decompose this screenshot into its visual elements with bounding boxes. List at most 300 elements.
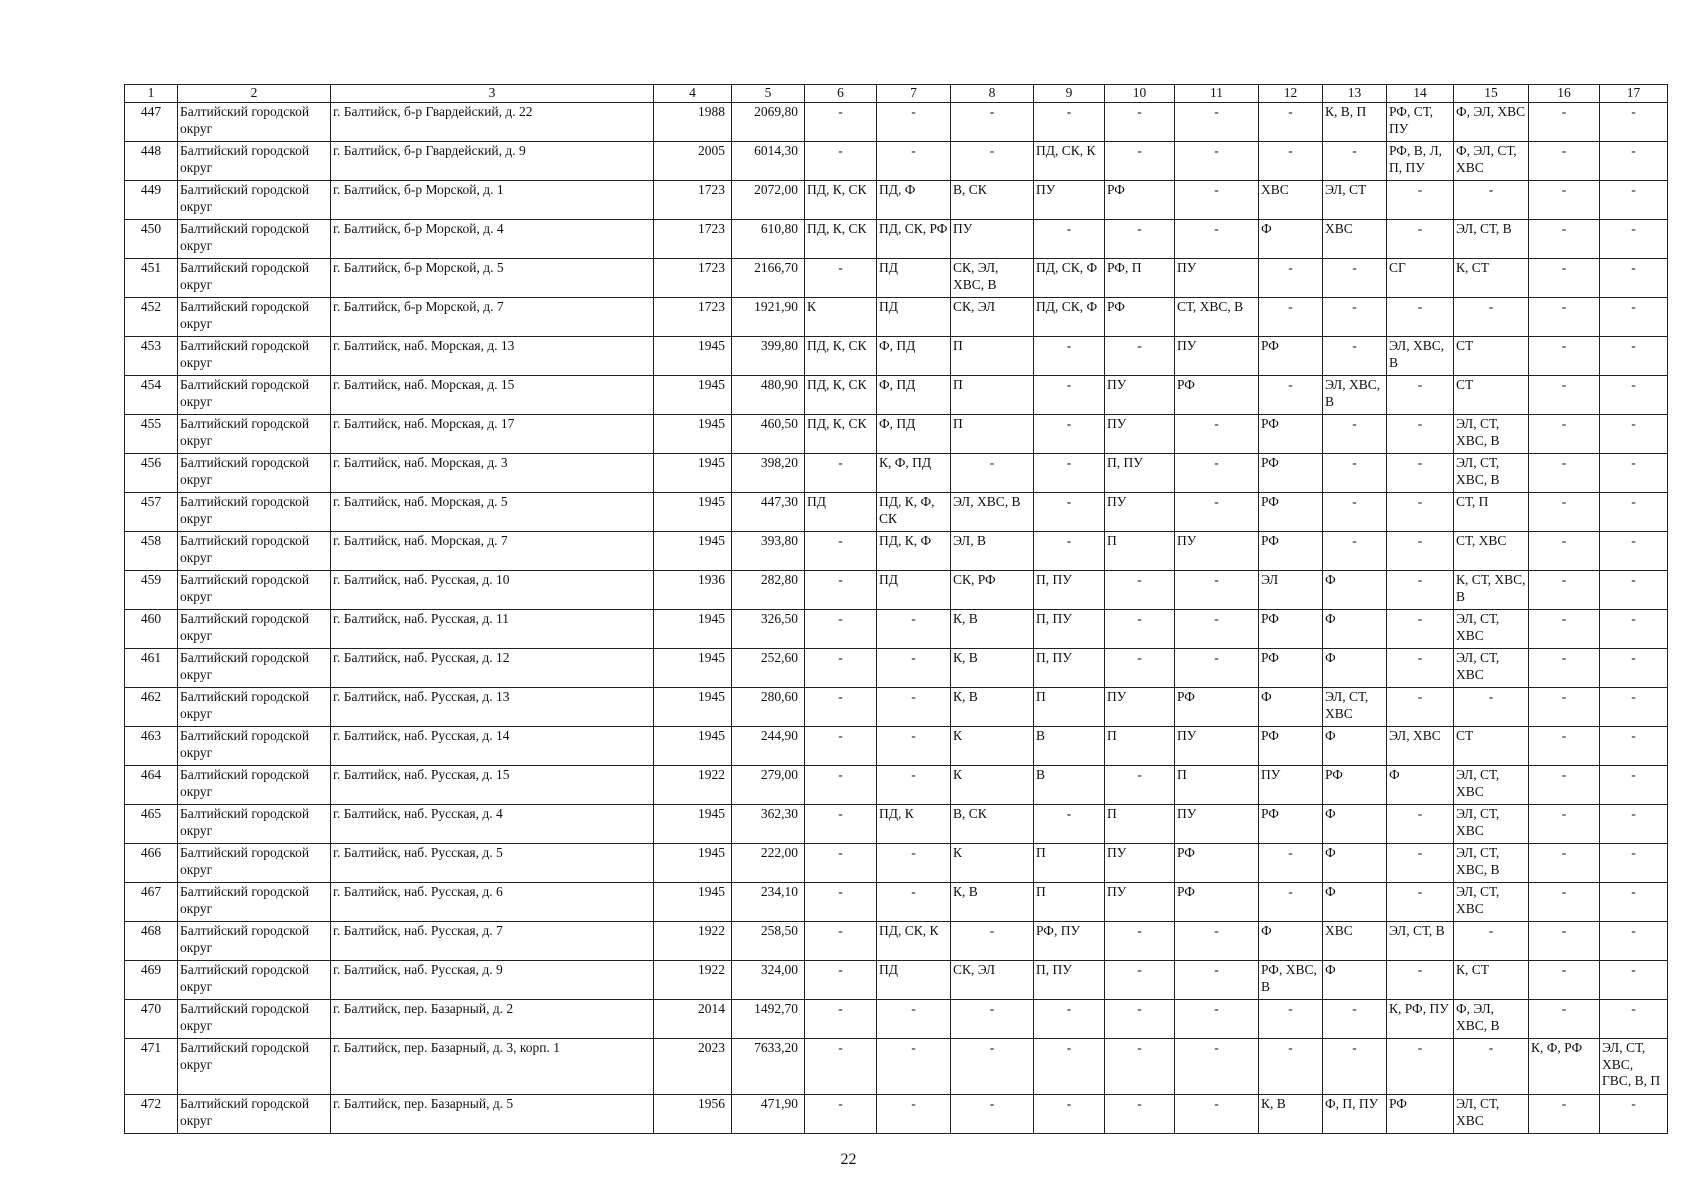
table-cell: г. Балтийск, наб. Русская, д. 10: [331, 571, 654, 610]
table-cell: 1723: [654, 220, 732, 259]
table-cell: П: [951, 415, 1034, 454]
table-cell: П: [1105, 727, 1175, 766]
table-cell: 324,00: [732, 961, 805, 1000]
table-cell: СК, ЭЛ, ХВС, В: [951, 259, 1034, 298]
table-cell: -: [1105, 1000, 1175, 1039]
table-cell: 1945: [654, 493, 732, 532]
table-cell: П: [1105, 805, 1175, 844]
table-cell: -: [1600, 337, 1668, 376]
table-cell: 2069,80: [732, 103, 805, 142]
table-row: [125, 766, 1668, 805]
table-cell: 1723: [654, 259, 732, 298]
column-header-6: 6: [805, 85, 877, 103]
row-number-cell: 462: [125, 688, 178, 727]
table-cell: -: [1600, 805, 1668, 844]
table-cell: РФ: [1175, 376, 1259, 415]
table-cell: г. Балтийск, пер. Базарный, д. 5: [331, 1095, 654, 1134]
table-cell: ЭЛ, ХВС, В: [1323, 376, 1387, 415]
table-cell: -: [1387, 181, 1454, 220]
table-cell: -: [1600, 688, 1668, 727]
table-cell: -: [805, 103, 877, 142]
table-cell: -: [1387, 649, 1454, 688]
table-cell: ПД, К, СК: [805, 415, 877, 454]
table-cell: -: [1175, 415, 1259, 454]
table-cell: ПД, СК, Ф: [1034, 259, 1105, 298]
table-cell: РФ: [1175, 844, 1259, 883]
table-row: [125, 220, 1668, 259]
table-cell: г. Балтийск, б-р Морской, д. 1: [331, 181, 654, 220]
table-row: [125, 103, 1668, 142]
table-cell: г. Балтийск, б-р Гвардейский, д. 22: [331, 103, 654, 142]
table-cell: -: [1175, 922, 1259, 961]
table-cell: К, Ф, РФ: [1529, 1039, 1600, 1095]
table-cell: -: [805, 454, 877, 493]
table-cell: 1945: [654, 376, 732, 415]
table-cell: -: [1323, 454, 1387, 493]
column-header-3: 3: [331, 85, 654, 103]
table-cell: СТ: [1454, 727, 1529, 766]
table-cell: ПУ: [1105, 493, 1175, 532]
table-cell: СК, ЭЛ: [951, 961, 1034, 1000]
table-cell: -: [1600, 727, 1668, 766]
table-cell: 2014: [654, 1000, 732, 1039]
table-cell: ПУ: [1175, 805, 1259, 844]
table-cell: Балтийский городской округ: [178, 649, 331, 688]
table-cell: -: [1175, 142, 1259, 181]
table-cell: г. Балтийск, б-р Морской, д. 4: [331, 220, 654, 259]
table-cell: 1956: [654, 1095, 732, 1134]
table-cell: ПД: [877, 298, 951, 337]
table-cell: СК, РФ: [951, 571, 1034, 610]
table-row: [125, 571, 1668, 610]
table-cell: ЭЛ, ХВС, В: [1387, 337, 1454, 376]
table-cell: -: [877, 1039, 951, 1095]
column-header-16: 16: [1529, 85, 1600, 103]
table-cell: ПУ: [1105, 376, 1175, 415]
table-cell: г. Балтийск, наб. Русская, д. 15: [331, 766, 654, 805]
column-header-12: 12: [1259, 85, 1323, 103]
table-cell: РФ, ПУ: [1034, 922, 1105, 961]
table-cell: СТ, ХВС: [1454, 532, 1529, 571]
table-cell: ПД, К, СК: [805, 337, 877, 376]
table-cell: -: [1387, 688, 1454, 727]
table-cell: -: [1175, 493, 1259, 532]
table-cell: РФ: [1387, 1095, 1454, 1134]
table-cell: -: [1600, 766, 1668, 805]
table-row: [125, 532, 1668, 571]
table-cell: Балтийский городской округ: [178, 298, 331, 337]
table-cell: -: [877, 1095, 951, 1134]
table-cell: 7633,20: [732, 1039, 805, 1095]
table-cell: г. Балтийск, наб. Морская, д. 17: [331, 415, 654, 454]
table-cell: Балтийский городской округ: [178, 337, 331, 376]
table-cell: К, В: [951, 688, 1034, 727]
table-cell: -: [805, 649, 877, 688]
table-cell: Балтийский городской округ: [178, 1095, 331, 1134]
table-cell: -: [877, 610, 951, 649]
table-cell: ЭЛ, СТ, ХВС, В: [1454, 415, 1529, 454]
row-number-cell: 471: [125, 1039, 178, 1095]
table-cell: г. Балтийск, наб. Русская, д. 5: [331, 844, 654, 883]
table-cell: П, ПУ: [1034, 961, 1105, 1000]
table-row: [125, 415, 1668, 454]
table-cell: -: [1387, 376, 1454, 415]
table-cell: -: [805, 532, 877, 571]
table-cell: -: [1387, 493, 1454, 532]
table-cell: -: [951, 103, 1034, 142]
table-cell: РФ: [1259, 454, 1323, 493]
table-cell: -: [805, 1000, 877, 1039]
table-cell: ЭЛ, СТ, ХВС: [1323, 688, 1387, 727]
table-cell: -: [1529, 883, 1600, 922]
row-number-cell: 472: [125, 1095, 178, 1134]
table-cell: -: [1529, 961, 1600, 1000]
table-cell: -: [1600, 454, 1668, 493]
table-cell: -: [1323, 493, 1387, 532]
table-cell: -: [1387, 454, 1454, 493]
table-cell: -: [1454, 298, 1529, 337]
table-cell: РФ: [1259, 493, 1323, 532]
table-cell: 1945: [654, 688, 732, 727]
table-cell: -: [1529, 376, 1600, 415]
row-number-cell: 465: [125, 805, 178, 844]
table-cell: -: [1034, 376, 1105, 415]
table-cell: -: [805, 844, 877, 883]
table-cell: К, В: [951, 883, 1034, 922]
table-cell: 1945: [654, 610, 732, 649]
table-cell: ПУ: [1105, 688, 1175, 727]
table-cell: Ф: [1259, 220, 1323, 259]
table-cell: -: [1034, 337, 1105, 376]
table-cell: -: [1105, 610, 1175, 649]
table-cell: ПД, К: [877, 805, 951, 844]
table-cell: РФ: [1323, 766, 1387, 805]
table-cell: -: [1105, 1039, 1175, 1095]
table-cell: -: [1323, 259, 1387, 298]
table-cell: 252,60: [732, 649, 805, 688]
table-cell: -: [1105, 571, 1175, 610]
table-cell: ПД, СК, К: [877, 922, 951, 961]
row-number-cell: 449: [125, 181, 178, 220]
table-cell: г. Балтийск, наб. Морская, д. 3: [331, 454, 654, 493]
column-header-15: 15: [1454, 85, 1529, 103]
table-cell: -: [1529, 1000, 1600, 1039]
table-cell: ПД, К, Ф, СК: [877, 493, 951, 532]
table-cell: 471,90: [732, 1095, 805, 1134]
table-cell: -: [1175, 571, 1259, 610]
table-cell: -: [1387, 571, 1454, 610]
table-cell: г. Балтийск, б-р Гвардейский, д. 9: [331, 142, 654, 181]
table-cell: К, В: [951, 649, 1034, 688]
table-cell: К, В, П: [1323, 103, 1387, 142]
table-cell: -: [805, 805, 877, 844]
table-cell: Балтийский городской округ: [178, 805, 331, 844]
table-cell: Балтийский городской округ: [178, 532, 331, 571]
table-cell: г. Балтийск, наб. Русская, д. 7: [331, 922, 654, 961]
table-cell: ПУ: [1175, 259, 1259, 298]
table-cell: -: [805, 883, 877, 922]
page-number: 22: [840, 1151, 857, 1168]
table-cell: 282,80: [732, 571, 805, 610]
table-cell: -: [1175, 454, 1259, 493]
table-cell: П: [951, 376, 1034, 415]
table-cell: -: [1175, 610, 1259, 649]
table-cell: -: [1454, 922, 1529, 961]
table-cell: -: [1529, 493, 1600, 532]
table-cell: -: [1600, 181, 1668, 220]
table-cell: -: [1600, 922, 1668, 961]
table-cell: ЭЛ: [1259, 571, 1323, 610]
table-cell: 393,80: [732, 532, 805, 571]
table-cell: -: [1323, 1000, 1387, 1039]
table-cell: СТ: [1454, 337, 1529, 376]
table-cell: К: [951, 844, 1034, 883]
table-cell: Балтийский городской округ: [178, 220, 331, 259]
table-cell: ПД: [805, 493, 877, 532]
table-cell: 1945: [654, 883, 732, 922]
table-cell: Ф, ПД: [877, 376, 951, 415]
table-cell: 6014,30: [732, 142, 805, 181]
table-cell: -: [1529, 922, 1600, 961]
table-cell: -: [1034, 415, 1105, 454]
column-header-5: 5: [732, 85, 805, 103]
table-cell: -: [1105, 1095, 1175, 1134]
table-cell: 480,90: [732, 376, 805, 415]
table-cell: Балтийский городской округ: [178, 103, 331, 142]
table-cell: -: [1600, 103, 1668, 142]
table-cell: -: [1259, 883, 1323, 922]
table-cell: ПД, СК, Ф: [1034, 298, 1105, 337]
row-number-cell: 459: [125, 571, 178, 610]
table-cell: -: [1529, 181, 1600, 220]
table-cell: Ф: [1387, 766, 1454, 805]
table-row: [125, 259, 1668, 298]
table-cell: Балтийский городской округ: [178, 181, 331, 220]
table-cell: г. Балтийск, наб. Русская, д. 9: [331, 961, 654, 1000]
table-cell: ЭЛ, СТ, В: [1454, 220, 1529, 259]
column-header-8: 8: [951, 85, 1034, 103]
table-cell: 1492,70: [732, 1000, 805, 1039]
table-cell: РФ, П: [1105, 259, 1175, 298]
table-cell: г. Балтийск, наб. Морская, д. 13: [331, 337, 654, 376]
table-cell: П, ПУ: [1034, 571, 1105, 610]
column-header-7: 7: [877, 85, 951, 103]
table-cell: 1921,90: [732, 298, 805, 337]
table-cell: ЭЛ, СТ: [1323, 181, 1387, 220]
table-cell: -: [1105, 766, 1175, 805]
column-header-2: 2: [178, 85, 331, 103]
table-cell: 399,80: [732, 337, 805, 376]
table-row: [125, 688, 1668, 727]
table-cell: Ф: [1323, 883, 1387, 922]
table-row: [125, 649, 1668, 688]
table-row: [125, 922, 1668, 961]
table-cell: Балтийский городской округ: [178, 961, 331, 1000]
table-cell: К, СТ, ХВС, В: [1454, 571, 1529, 610]
table-cell: РФ: [1259, 532, 1323, 571]
table-cell: 1945: [654, 844, 732, 883]
table-cell: К: [951, 766, 1034, 805]
table-cell: В, СК: [951, 181, 1034, 220]
table-cell: РФ: [1259, 415, 1323, 454]
table-cell: ПУ: [1105, 883, 1175, 922]
table-cell: РФ: [1105, 298, 1175, 337]
table-cell: -: [1259, 1039, 1323, 1095]
table-cell: Ф, ПД: [877, 415, 951, 454]
row-number-cell: 467: [125, 883, 178, 922]
table-cell: -: [951, 922, 1034, 961]
table-cell: Ф, П, ПУ: [1323, 1095, 1387, 1134]
table-cell: Балтийский городской округ: [178, 1039, 331, 1095]
table-cell: -: [805, 571, 877, 610]
table-cell: -: [1105, 337, 1175, 376]
table-row: [125, 376, 1668, 415]
table-cell: -: [1387, 610, 1454, 649]
table-cell: ПУ: [1175, 727, 1259, 766]
table-cell: г. Балтийск, наб. Русская, д. 6: [331, 883, 654, 922]
table-cell: П: [951, 337, 1034, 376]
table-cell: -: [1454, 688, 1529, 727]
table-cell: ПУ: [1105, 844, 1175, 883]
table-cell: -: [1529, 259, 1600, 298]
column-header-10: 10: [1105, 85, 1175, 103]
table-cell: -: [1454, 181, 1529, 220]
table-cell: ПУ: [1259, 766, 1323, 805]
row-number-cell: 447: [125, 103, 178, 142]
table-cell: -: [877, 766, 951, 805]
table-cell: -: [1529, 766, 1600, 805]
table-cell: г. Балтийск, наб. Русская, д. 12: [331, 649, 654, 688]
table-cell: -: [1529, 727, 1600, 766]
table-cell: ЭЛ, СТ, ХВС: [1454, 805, 1529, 844]
table-cell: СК, ЭЛ: [951, 298, 1034, 337]
table-cell: -: [1175, 1039, 1259, 1095]
table-cell: ЭЛ, СТ, В: [1387, 922, 1454, 961]
table-cell: -: [1259, 142, 1323, 181]
table-cell: ПД: [877, 571, 951, 610]
table-cell: Балтийский городской округ: [178, 415, 331, 454]
column-header-4: 4: [654, 85, 732, 103]
table-cell: -: [877, 844, 951, 883]
table-cell: РФ: [1259, 805, 1323, 844]
table-cell: -: [1175, 649, 1259, 688]
table-cell: -: [877, 727, 951, 766]
table-cell: г. Балтийск, наб. Морская, д. 7: [331, 532, 654, 571]
table-row: [125, 1095, 1668, 1134]
column-header-9: 9: [1034, 85, 1105, 103]
table-cell: -: [1259, 298, 1323, 337]
table-cell: -: [1600, 298, 1668, 337]
row-number-cell: 453: [125, 337, 178, 376]
table-cell: 2005: [654, 142, 732, 181]
table-cell: г. Балтийск, наб. Русская, д. 14: [331, 727, 654, 766]
table-cell: -: [1034, 1039, 1105, 1095]
column-header-13: 13: [1323, 85, 1387, 103]
table-cell: ЭЛ, СТ, ХВС: [1454, 883, 1529, 922]
table-cell: 1945: [654, 337, 732, 376]
table-cell: -: [1600, 649, 1668, 688]
row-number-cell: 463: [125, 727, 178, 766]
table-cell: -: [877, 1000, 951, 1039]
table-cell: Ф: [1323, 727, 1387, 766]
table-cell: г. Балтийск, б-р Морской, д. 7: [331, 298, 654, 337]
table-cell: -: [1600, 610, 1668, 649]
row-number-cell: 455: [125, 415, 178, 454]
table-cell: П: [1175, 766, 1259, 805]
table-cell: -: [877, 649, 951, 688]
row-number-cell: 450: [125, 220, 178, 259]
table-row: [125, 493, 1668, 532]
row-number-cell: 456: [125, 454, 178, 493]
table-cell: Ф, ПД: [877, 337, 951, 376]
table-cell: 2166,70: [732, 259, 805, 298]
table-cell: г. Балтийск, пер. Базарный, д. 2: [331, 1000, 654, 1039]
table-cell: -: [1259, 376, 1323, 415]
row-number-cell: 458: [125, 532, 178, 571]
table-cell: ХВС: [1323, 922, 1387, 961]
table-cell: Балтийский городской округ: [178, 259, 331, 298]
table-cell: -: [1259, 844, 1323, 883]
row-number-cell: 461: [125, 649, 178, 688]
table-cell: -: [1259, 259, 1323, 298]
table-row: [125, 1039, 1668, 1095]
table-cell: -: [951, 1039, 1034, 1095]
table-cell: Ф: [1323, 571, 1387, 610]
table-cell: 279,00: [732, 766, 805, 805]
table-cell: ПД, Ф: [877, 181, 951, 220]
table-cell: 1945: [654, 532, 732, 571]
table-cell: -: [1105, 142, 1175, 181]
table-cell: -: [805, 1039, 877, 1095]
table-cell: -: [1034, 1095, 1105, 1134]
table-cell: П: [1034, 844, 1105, 883]
table-cell: -: [1175, 1095, 1259, 1134]
table-cell: 2072,00: [732, 181, 805, 220]
table-cell: Балтийский городской округ: [178, 454, 331, 493]
table-cell: -: [1387, 805, 1454, 844]
table-cell: -: [1600, 961, 1668, 1000]
table-cell: -: [1600, 532, 1668, 571]
table-cell: -: [1529, 142, 1600, 181]
table-cell: ЭЛ, СТ, ХВС: [1454, 766, 1529, 805]
table-cell: -: [1034, 1000, 1105, 1039]
table-body: [125, 103, 1668, 1134]
table-cell: ЭЛ, СТ, ХВС, ГВС, В, П: [1600, 1039, 1668, 1095]
table-cell: -: [1387, 1039, 1454, 1095]
table-cell: -: [1600, 1095, 1668, 1134]
row-number-cell: 452: [125, 298, 178, 337]
table-cell: РФ: [1259, 337, 1323, 376]
table-cell: К, СТ: [1454, 259, 1529, 298]
table-cell: П, ПУ: [1034, 649, 1105, 688]
table-cell: -: [1529, 688, 1600, 727]
table-cell: П, ПУ: [1034, 610, 1105, 649]
row-number-cell: 448: [125, 142, 178, 181]
table-cell: -: [1323, 142, 1387, 181]
table-cell: РФ: [1259, 610, 1323, 649]
table-cell: Балтийский городской округ: [178, 610, 331, 649]
table-cell: -: [1600, 142, 1668, 181]
table-row: [125, 844, 1668, 883]
table-cell: Балтийский городской округ: [178, 571, 331, 610]
table-cell: ПД, К, СК: [805, 376, 877, 415]
table-cell: -: [1259, 1000, 1323, 1039]
table-row: [125, 298, 1668, 337]
table-cell: В: [1034, 727, 1105, 766]
table-row: [125, 961, 1668, 1000]
table-cell: -: [1175, 1000, 1259, 1039]
table-cell: -: [1600, 1000, 1668, 1039]
